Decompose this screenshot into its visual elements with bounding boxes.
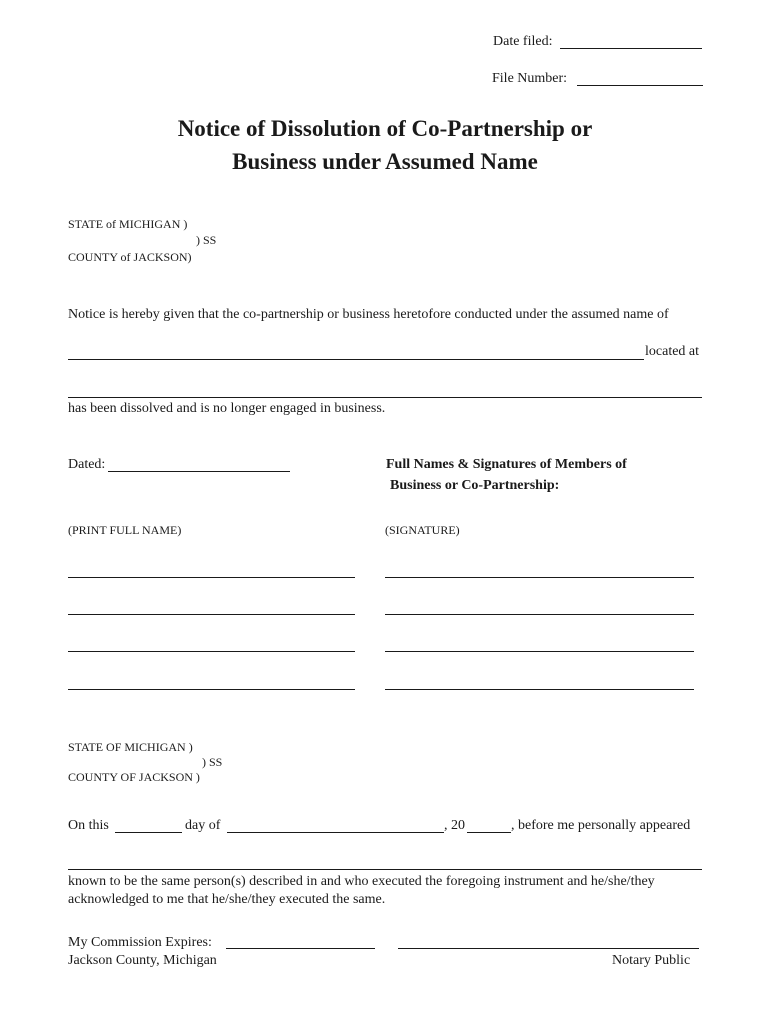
- jackson-county-label: Jackson County, Michigan: [68, 953, 217, 968]
- notice-intro: Notice is hereby given that the co-partnership or business heretofore conducted under the assumed name of: [68, 307, 669, 322]
- dated-label: Dated:: [68, 457, 106, 472]
- file-number-field[interactable]: [577, 85, 703, 86]
- assumed-name-field[interactable]: [68, 359, 644, 360]
- year-prefix-label: , 20: [444, 818, 465, 833]
- known-statement-line2: acknowledged to me that he/she/they executed the same.: [68, 892, 386, 907]
- signature-field[interactable]: [385, 614, 694, 615]
- document-title-line2: Business under Assumed Name: [232, 149, 538, 174]
- appeared-label: , before me personally appeared: [511, 818, 691, 833]
- address-field[interactable]: [68, 397, 702, 398]
- file-number-label: File Number:: [492, 71, 568, 86]
- document-title-line1: Notice of Dissolution of Co-Partnership or: [177, 116, 593, 141]
- signature-field[interactable]: [385, 689, 694, 690]
- print-name-field[interactable]: [68, 651, 355, 652]
- date-filed-field[interactable]: [560, 48, 702, 49]
- commission-expires-field[interactable]: [226, 948, 375, 949]
- dated-field[interactable]: [108, 471, 290, 472]
- print-name-field[interactable]: [68, 689, 355, 690]
- venue-ss: ) SS: [196, 233, 217, 247]
- venue2-state: STATE OF MICHIGAN ): [68, 740, 193, 754]
- members-heading-line2: Business or Co-Partnership:: [390, 478, 560, 493]
- venue-state: STATE of MICHIGAN ): [68, 217, 188, 231]
- appeared-person-field[interactable]: [68, 869, 702, 870]
- year-field[interactable]: [467, 832, 511, 833]
- date-filed-label: Date filed:: [493, 34, 553, 49]
- signature-label: (SIGNATURE): [385, 523, 460, 537]
- print-name-field[interactable]: [68, 614, 355, 615]
- notary-signature-field[interactable]: [398, 948, 699, 949]
- located-at-label: located at: [645, 344, 700, 359]
- dissolved-statement: has been dissolved and is no longer engaged in business.: [68, 401, 386, 416]
- commission-expires-label: My Commission Expires:: [68, 935, 212, 950]
- day-of-label: day of: [185, 818, 221, 833]
- signature-field[interactable]: [385, 577, 694, 578]
- print-name-label: (PRINT FULL NAME): [68, 523, 182, 537]
- venue2-ss: ) SS: [202, 755, 223, 769]
- on-this-label: On this: [68, 818, 109, 833]
- month-field[interactable]: [227, 832, 444, 833]
- print-name-field[interactable]: [68, 577, 355, 578]
- members-heading-line1: Full Names & Signatures of Members of: [386, 457, 627, 472]
- day-field[interactable]: [115, 832, 182, 833]
- known-statement-line1: known to be the same person(s) described in and who executed the foregoing instrument and he/she/they: [68, 874, 655, 889]
- notary-public-label: Notary Public: [612, 953, 691, 968]
- venue-county: COUNTY of JACKSON): [68, 250, 192, 264]
- signature-field[interactable]: [385, 651, 694, 652]
- venue2-county: COUNTY OF JACKSON ): [68, 770, 200, 784]
